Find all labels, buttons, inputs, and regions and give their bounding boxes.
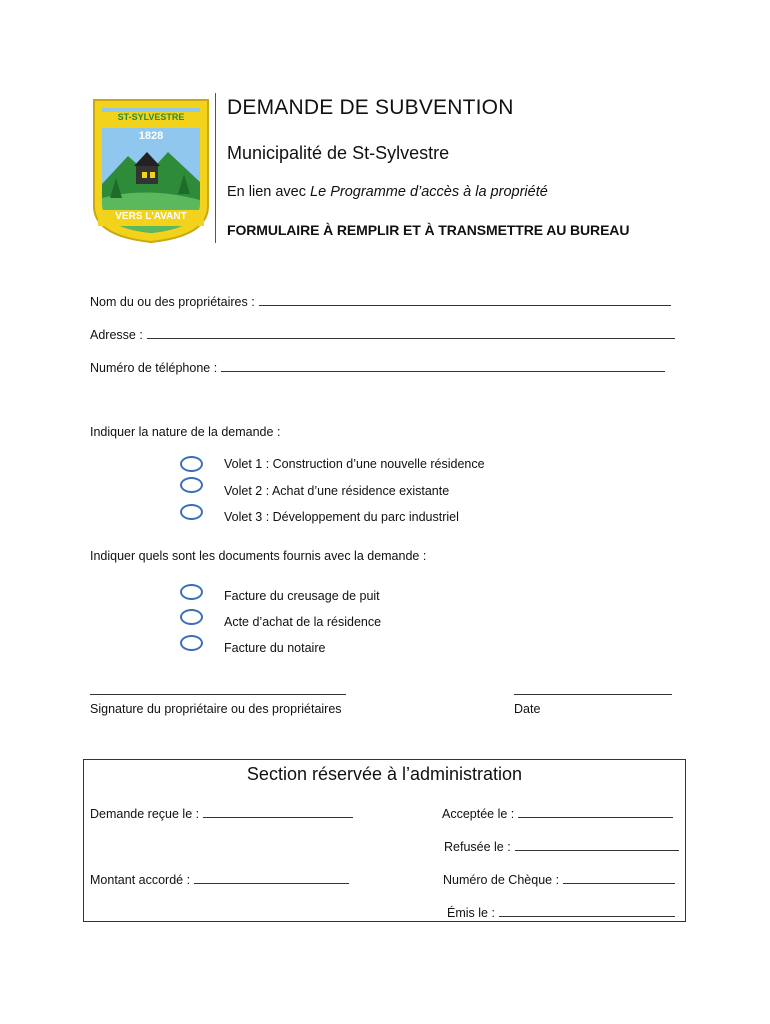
owner-label: Nom du ou des propriétaires : bbox=[90, 295, 255, 309]
amount-input-line[interactable] bbox=[194, 871, 349, 884]
form-instruction: FORMULAIRE À REMPLIR ET À TRANSMETTRE AU BUREAU bbox=[227, 222, 630, 238]
address-field[interactable] bbox=[90, 326, 675, 342]
logo-top-text: ST-SYLVESTRE bbox=[117, 112, 185, 122]
radio-doc-notaire[interactable] bbox=[180, 635, 203, 651]
signature-label: Signature du propriétaire ou des propriétaires bbox=[90, 702, 342, 716]
address-input-line[interactable] bbox=[147, 326, 675, 339]
amount-label: Montant accordé : bbox=[90, 873, 191, 887]
radio-volet-3[interactable] bbox=[180, 504, 203, 520]
option-doc-notaire: Facture du notaire bbox=[224, 641, 326, 655]
refused-field[interactable] bbox=[444, 838, 679, 854]
page-title: DEMANDE DE SUBVENTION bbox=[227, 96, 514, 119]
refused-label: Refusée le : bbox=[444, 840, 511, 854]
radio-volet-1[interactable] bbox=[180, 456, 203, 472]
program-prefix: En lien avec bbox=[227, 184, 311, 200]
received-input-line[interactable] bbox=[203, 805, 353, 818]
municipality-name: Municipalité de St-Sylvestre bbox=[227, 143, 450, 163]
admin-title: Section réservée à l’administration bbox=[246, 764, 523, 784]
received-label: Demande reçue le : bbox=[90, 807, 200, 821]
program-name: Le Programme d’accès à la propriété bbox=[310, 184, 548, 200]
radio-doc-acte[interactable] bbox=[180, 609, 203, 625]
phone-label: Numéro de téléphone : bbox=[90, 361, 218, 375]
logo-motto: VERS L'AVANT bbox=[115, 211, 187, 222]
amount-field[interactable] bbox=[90, 871, 349, 887]
option-volet-1: Volet 1 : Construction d’une nouvelle résidence bbox=[224, 457, 485, 471]
issued-input-line[interactable] bbox=[499, 904, 675, 917]
header-divider bbox=[215, 93, 216, 243]
accepted-input-line[interactable] bbox=[518, 805, 673, 818]
received-field[interactable] bbox=[90, 805, 353, 821]
option-volet-3: Volet 3 : Développement du parc industriel bbox=[224, 510, 459, 524]
date-label: Date bbox=[514, 702, 541, 716]
signature-line[interactable] bbox=[90, 694, 346, 695]
program-reference bbox=[227, 184, 548, 200]
issued-label: Émis le : bbox=[447, 906, 495, 920]
radio-doc-puit[interactable] bbox=[180, 584, 203, 600]
issued-field[interactable] bbox=[447, 904, 675, 920]
accepted-label: Acceptée le : bbox=[442, 807, 515, 821]
phone-field[interactable] bbox=[90, 359, 665, 375]
date-line[interactable] bbox=[514, 694, 672, 695]
cheque-field[interactable] bbox=[443, 871, 675, 887]
phone-input-line[interactable] bbox=[221, 359, 665, 372]
documents-label: Indiquer quels sont les documents fournis avec la demande : bbox=[90, 549, 427, 563]
owner-input-line[interactable] bbox=[259, 293, 671, 306]
request-nature-label: Indiquer la nature de la demande : bbox=[90, 425, 281, 439]
cheque-label: Numéro de Chèque : bbox=[443, 873, 560, 887]
option-volet-2: Volet 2 : Achat d’une résidence existante bbox=[224, 484, 450, 498]
accepted-field[interactable] bbox=[442, 805, 673, 821]
option-doc-acte: Acte d’achat de la résidence bbox=[224, 615, 382, 629]
logo-year: 1828 bbox=[138, 130, 164, 142]
radio-volet-2[interactable] bbox=[180, 477, 203, 493]
municipality-logo bbox=[88, 94, 214, 244]
address-label: Adresse : bbox=[90, 328, 143, 342]
owner-field[interactable] bbox=[90, 293, 671, 309]
option-doc-puit: Facture du creusage de puit bbox=[224, 589, 380, 603]
refused-input-line[interactable] bbox=[515, 838, 679, 851]
cheque-input-line[interactable] bbox=[563, 871, 675, 884]
